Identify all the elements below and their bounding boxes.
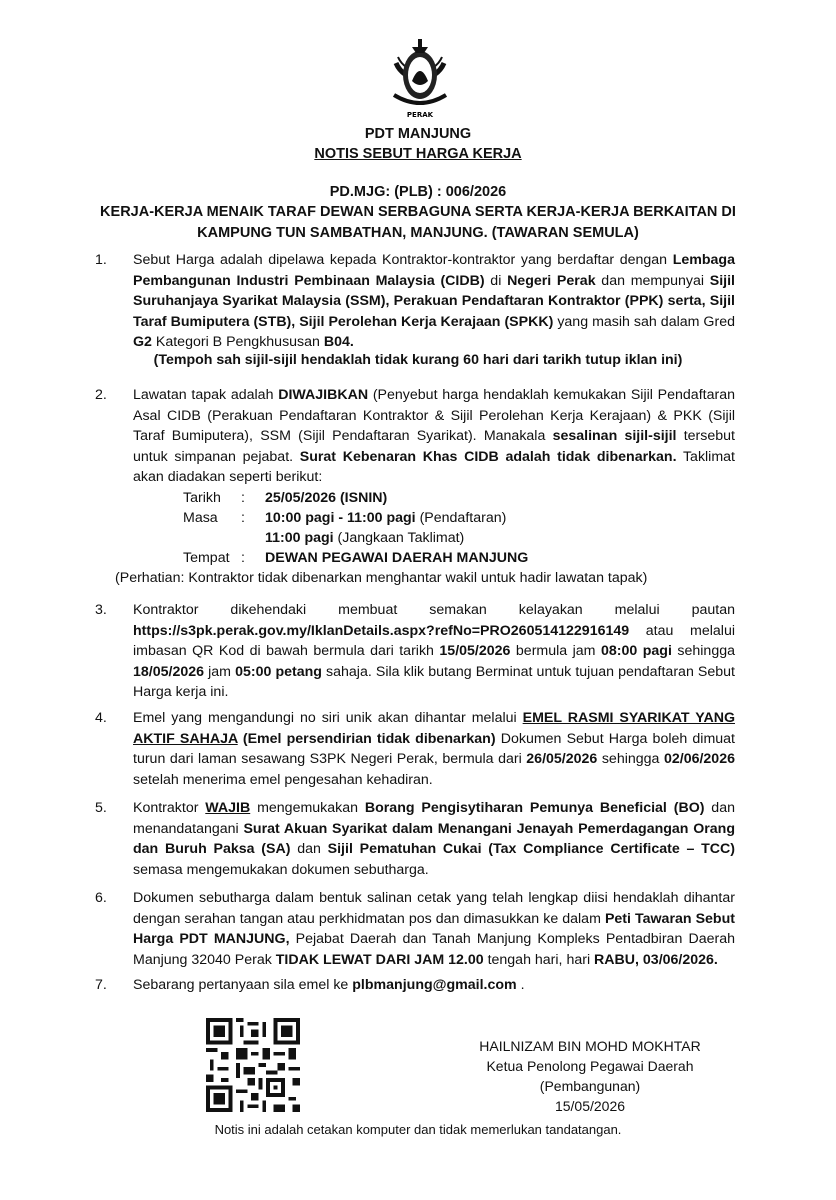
computer-generated-note: Notis ini adalah cetakan komputer dan tidak memerlukan tandatangan.	[214, 1122, 622, 1137]
item-3: 3. Kontraktor dikehendaki membuat semakan kelayakan melalui pautan https://s3pk.perak.gov.my/IklanDetails.aspx?refNo=PRO260514122916149 atau melalui imbasan QR Kod di bawah bermula dari tarikh 15/05/2026 bermula jam 08:00 pagi sehingga 18/05/2026 jam 05:00 petang sahaja. Sila klik butang Berminat untuk tujuan pendaftaran Sebut Harga kerja ini.	[95, 602, 735, 700]
notice-title: NOTIS SEBUT HARGA KERJA	[314, 146, 522, 162]
contact-email[interactable]: plbmanjung@gmail.com	[352, 977, 517, 993]
s3pk-link[interactable]: https://s3pk.perak.gov.my/IklanDetails.aspx?refNo=PRO260514122916149	[133, 622, 630, 639]
ref-number: PD.MJG: (PLB) : 006/2026	[329, 184, 507, 200]
item-7: 7. Sebarang pertanyaan sila emel ke plbmanjung@gmail.com .	[95, 977, 525, 993]
item-6: 6. Dokumen sebutharga dalam bentuk salinan cetak yang telah lengkap diisi hendaklah dihantar dengan serahan tangan atau perkhidmatan pos dan dimasukkan ke dalam Peti Tawaran Sebut Harga PDT MANJUNG, Pejabat Daerah dan Tanah Manjung Kompleks Pentadbiran Daerah Manjung 32040 Perak TIDAK LEWAT DARI JAM 12.00 tengah hari, hari RABU, 03/06/2026.	[95, 890, 735, 968]
crest-text: PERAK	[406, 111, 434, 119]
site-visit-notice: (Perhatian: Kontraktor tidak dibenarkan menghantar wakil untuk hadir lawatan tapak)	[115, 569, 648, 586]
item-5: 5. Kontraktor WAJIB mengemukakan Borang Pengisytiharan Pemunya Beneficial (BO) dan menandatangani Surat Akuan Syarikat dalam Menangani Jenayah Pemerdagangan Orang dan Buruh Paksa (SA) dan Sijil Pematuhan Cukai (Tax Compliance Certificate – TCC) semasa mengemukakan dokumen sebutharga.	[95, 800, 736, 878]
signatory-name: HAILNIZAM BIN MOHD MOKHTAR	[479, 1038, 701, 1054]
qr-code[interactable]	[206, 1018, 300, 1112]
org-name: PDT MANJUNG	[364, 126, 472, 142]
item-4: 4. Emel yang mengandungi no siri unik akan dihantar melalui EMEL RASMI SYARIKAT YANG AKTIF SAHAJA (Emel persendirian tidak dibenarkan) Dokumen Sebut Harga boleh dimuat turun dari laman sesawang S3PK Negeri Perak, bermula dari 26/05/2026 sehingga 02/06/2026 setelah menerima emel pengesahan kehadiran.	[95, 710, 735, 788]
signatory-title: Ketua Penolong Pegawai Daerah	[486, 1058, 694, 1074]
perak-crest-logo	[384, 33, 456, 119]
signature-date: 15/05/2026	[554, 1098, 626, 1114]
project-title: KERJA-KERJA MENAIK TARAF DEWAN SERBAGUNA SERTA KERJA-KERJA BERKAITAN DI KAMPUNG TUN SAMBATHAN, MANJUNG. (TAWARAN SEMULA)	[100, 204, 736, 241]
item-2: 2. Lawatan tapak adalah DIWAJIBKAN (Penyebut harga hendaklah kemukakan Sijil Pendaftaran Asal CIDB (Perakuan Pendaftaran Kontraktor & Sijil Perolehan Kerja Kerajaan) & PKK (Sijil Taraf Bumiputera), SSM (Sijil Pendaftaran Syarikat). Manakala sesalinan sijil-sijil tersebut untuk simpanan pejabat. Surat Kebenaran Khas CIDB adalah tidak dibenarkan. Taklimat akan diadakan seperti berikut: Tarikh : 25/05/2026 (ISNIN) Masa : 10:00 pagi - 11:00 pagi (Pendaftaran) 11:00 pagi (Jangkaan Taklimat) Tempat : DEWAN PEGAWAI DAERAH MANJUNG (Perhatian: Kontraktor tidak dibenarkan menghantar wakil untuk hadir lawatan tapak)	[95, 385, 735, 588]
signatory-department: (Pembangunan)	[539, 1078, 641, 1094]
briefing-details: Tarikh : 25/05/2026 (ISNIN) Masa : 10:00 pagi - 11:00 pagi (Pendaftaran) 11:00 pagi (Jangkaan Taklimat) Tempat : DEWAN PEGAWAI DAERAH MANJUNG	[183, 489, 529, 566]
signature-block	[470, 1036, 710, 1116]
item-1: 1. Sebut Harga adalah dipelawa kepada Kontraktor-kontraktor yang berdaftar dengan Lembaga Pembangunan Industri Pembinaan Malaysia (CIDB) di Negeri Perak dan mempunyai Sijil Suruhanjaya Syarikat Malaysia (SSM), Perakuan Pendaftaran Kontraktor (PPK) serta, Sijil Taraf Bumiputera (STB), Sijil Perolehan Kerja Kerajaan (SPKK) yang masih sah dalam Gred G2 Kategori B Pengkhususan B04.	[95, 252, 735, 350]
certificate-validity-note: (Tempoh sah sijil-sijil hendaklah tidak kurang 60 hari dari tarikh tutup iklan ini)	[153, 352, 683, 368]
